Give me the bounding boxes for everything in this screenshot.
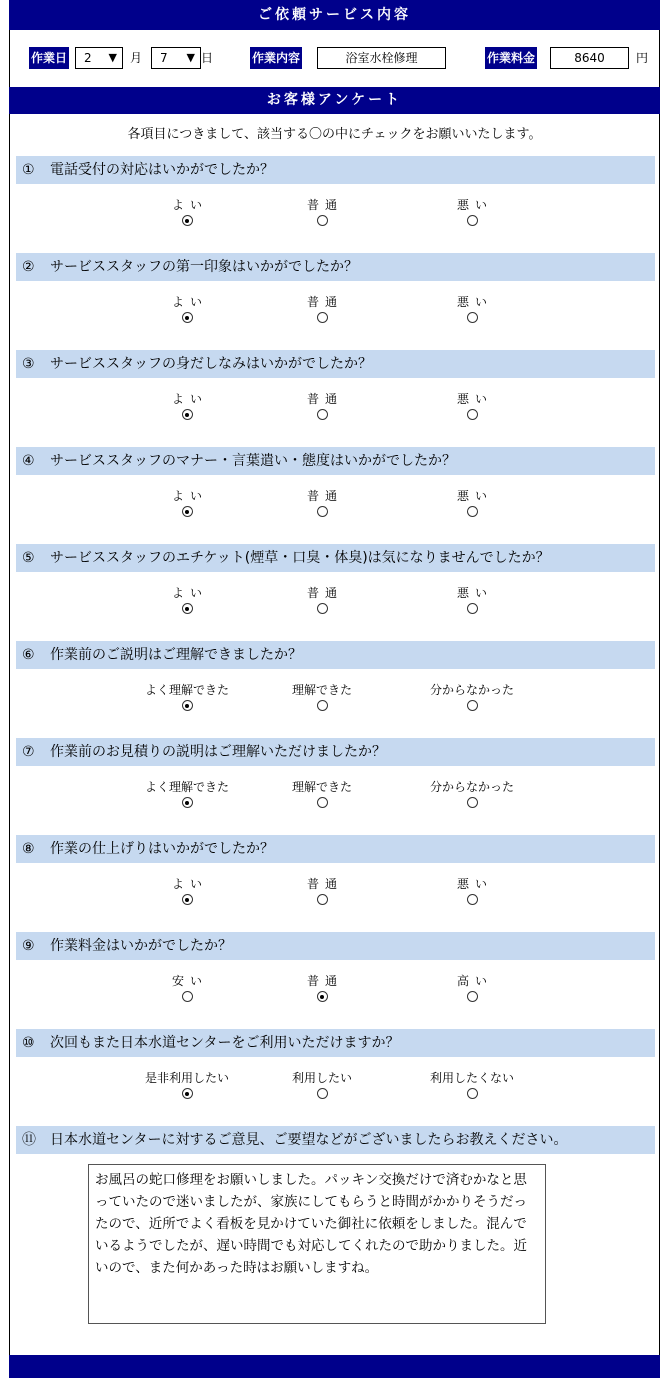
option-label: 悪い [456,586,493,600]
radio-icon[interactable] [467,894,478,905]
answer-option[interactable] [262,197,382,226]
question-bar [16,447,655,475]
radio-checked-icon[interactable] [182,215,193,226]
option-label: 普通 [306,877,343,891]
answer-option[interactable] [262,682,382,711]
question-number: ⑩ [22,1035,35,1051]
answer-option[interactable] [412,294,532,323]
radio-checked-icon[interactable] [182,312,193,323]
answer-option[interactable] [127,391,247,420]
question-text: 電話受付の対応はいかがでしたか？ [50,162,274,178]
question-bar [16,1126,655,1154]
radio-icon[interactable] [467,215,478,226]
option-label: よい [171,198,208,212]
option-label: 是非利用したい [144,1071,229,1085]
question-bar [16,253,655,281]
answer-option[interactable] [262,876,382,905]
month-value: 2 [84,51,92,65]
question-text: 作業料金はいかがでしたか？ [50,938,232,954]
radio-icon[interactable] [317,603,328,614]
radio-icon[interactable] [317,700,328,711]
question-bar [16,641,655,669]
option-label: 悪い [456,877,493,891]
option-label: 利用したい [291,1071,352,1085]
answer-option[interactable] [262,1070,382,1099]
question-bar [16,835,655,863]
service-header: ご依頼サービス内容 [9,0,660,30]
answer-option[interactable] [412,682,532,711]
question-number: ② [22,259,35,275]
option-label: 悪い [456,198,493,212]
question-text: 作業前のお見積りの説明はご理解いただけましたか？ [50,744,386,760]
radio-icon[interactable] [467,700,478,711]
answer-option[interactable] [262,488,382,517]
chevron-down-icon: ▼ [108,51,117,64]
radio-icon[interactable] [467,312,478,323]
option-label: 高い [456,974,493,988]
answer-option[interactable] [127,973,247,1002]
answer-option[interactable] [412,779,532,808]
option-label: 普通 [306,198,343,212]
radio-checked-icon[interactable] [182,506,193,517]
work-content-label: 作業内容 [250,47,302,69]
survey-header: お客様アンケート [9,87,660,114]
option-label: よい [171,295,208,309]
option-label: よい [171,392,208,406]
radio-checked-icon[interactable] [182,409,193,420]
month-unit: 月 [130,51,143,65]
option-label: 分からなかった [429,683,514,697]
radio-icon[interactable] [317,409,328,420]
answer-option[interactable] [127,779,247,808]
option-label: よく理解できた [144,780,229,794]
option-label: 悪い [456,392,493,406]
answer-option[interactable] [412,585,532,614]
answer-option[interactable] [262,391,382,420]
radio-checked-icon[interactable] [182,797,193,808]
radio-icon[interactable] [467,1088,478,1099]
answer-option[interactable] [127,1070,247,1099]
radio-checked-icon[interactable] [317,991,328,1002]
option-label: 理解できた [291,683,352,697]
question-bar [16,1029,655,1057]
question-bar [16,350,655,378]
question-number: ③ [22,356,35,372]
option-label: よく理解できた [144,683,229,697]
radio-icon[interactable] [467,797,478,808]
question-text: 日本水道センターに対するご意見、ご要望などがございましたらお教えください。 [50,1132,568,1148]
question-bar [16,932,655,960]
option-label: 普通 [306,392,343,406]
option-label: 安い [171,974,208,988]
work-content-field[interactable]: 浴室水栓修理 [317,47,446,69]
answer-option[interactable] [127,585,247,614]
radio-icon[interactable] [467,506,478,517]
radio-icon[interactable] [182,991,193,1002]
option-label: 普通 [306,586,343,600]
fee-unit: 円 [636,51,649,65]
option-label: 理解できた [291,780,352,794]
answer-option[interactable] [412,488,532,517]
question-number: ⑥ [22,647,35,663]
answer-option[interactable] [127,488,247,517]
work-date-label: 作業日 [29,47,69,69]
question-text: 作業前のご説明はご理解できましたか？ [50,647,302,663]
chevron-down-icon: ▼ [186,51,195,64]
comment-textarea[interactable]: お風呂の蛇口修理をお願いしました。パッキン交換だけで済むかなと思っていたので迷いましたが、家族にしてもらうと時間がかかりそうだったので、近所でよく看板を見かけていた御社に依頼をしました。混んでいるようでしたが、遅い時間でも対応してくれたので助かりました。近いので、また何かあった時はお願いしますね。 [88,1164,546,1324]
answer-option[interactable] [262,294,382,323]
day-value: 7 [160,51,168,65]
radio-checked-icon[interactable] [182,894,193,905]
answer-option[interactable] [127,682,247,711]
answer-option[interactable] [412,973,532,1002]
answer-option[interactable] [412,876,532,905]
work-fee-label: 作業料金 [485,47,537,69]
day-select[interactable] [151,47,201,69]
radio-icon[interactable] [317,506,328,517]
radio-icon[interactable] [317,1088,328,1099]
option-label: 普通 [306,295,343,309]
question-number: ⑪ [22,1132,36,1148]
question-bar [16,544,655,572]
question-text: サービススタッフのエチケット(煙草・口臭・体臭)は気になりませんでしたか？ [50,550,550,566]
question-text: サービススタッフのマナー・言葉遣い・態度はいかがでしたか？ [50,453,456,469]
answer-option[interactable] [262,973,382,1002]
radio-icon[interactable] [317,797,328,808]
option-label: 普通 [306,489,343,503]
radio-checked-icon[interactable] [182,603,193,614]
answer-option[interactable] [412,391,532,420]
option-label: 利用したくない [429,1071,514,1085]
question-number: ⑤ [22,550,35,566]
option-label: 悪い [456,295,493,309]
day-unit: 日 [201,51,214,65]
option-label: 分からなかった [429,780,514,794]
survey-intro: 各項目につきまして、該当する〇の中にチェックをお願いいたします。 [127,127,542,142]
question-text: サービススタッフの第一印象はいかがでしたか？ [50,259,358,275]
footer-bar [9,1355,660,1378]
answer-option[interactable] [127,294,247,323]
question-number: ① [22,162,35,178]
answer-option[interactable] [127,876,247,905]
radio-checked-icon[interactable] [182,1088,193,1099]
radio-checked-icon[interactable] [182,700,193,711]
radio-icon[interactable] [467,409,478,420]
answer-option[interactable] [127,197,247,226]
answer-option[interactable] [412,197,532,226]
question-bar [16,738,655,766]
radio-icon[interactable] [317,215,328,226]
question-number: ④ [22,453,35,469]
option-label: よい [171,877,208,891]
month-select[interactable] [75,47,123,69]
radio-icon[interactable] [317,312,328,323]
answer-option[interactable] [262,779,382,808]
work-fee-field[interactable]: 8640 [550,47,629,69]
question-text: 次回もまた日本水道センターをご利用いただけますか？ [50,1035,400,1051]
option-label: 普通 [306,974,343,988]
option-label: 悪い [456,489,493,503]
question-bar [16,156,655,184]
answer-option[interactable] [262,585,382,614]
question-number: ⑦ [22,744,35,760]
radio-icon[interactable] [467,991,478,1002]
question-number: ⑧ [22,841,35,857]
answer-option[interactable] [412,1070,532,1099]
option-label: よい [171,586,208,600]
question-number: ⑨ [22,938,35,954]
radio-icon[interactable] [317,894,328,905]
question-text: 作業の仕上げりはいかがでしたか？ [50,841,274,857]
option-label: よい [171,489,208,503]
question-text: サービススタッフの身だしなみはいかがでしたか？ [50,356,372,372]
radio-icon[interactable] [467,603,478,614]
